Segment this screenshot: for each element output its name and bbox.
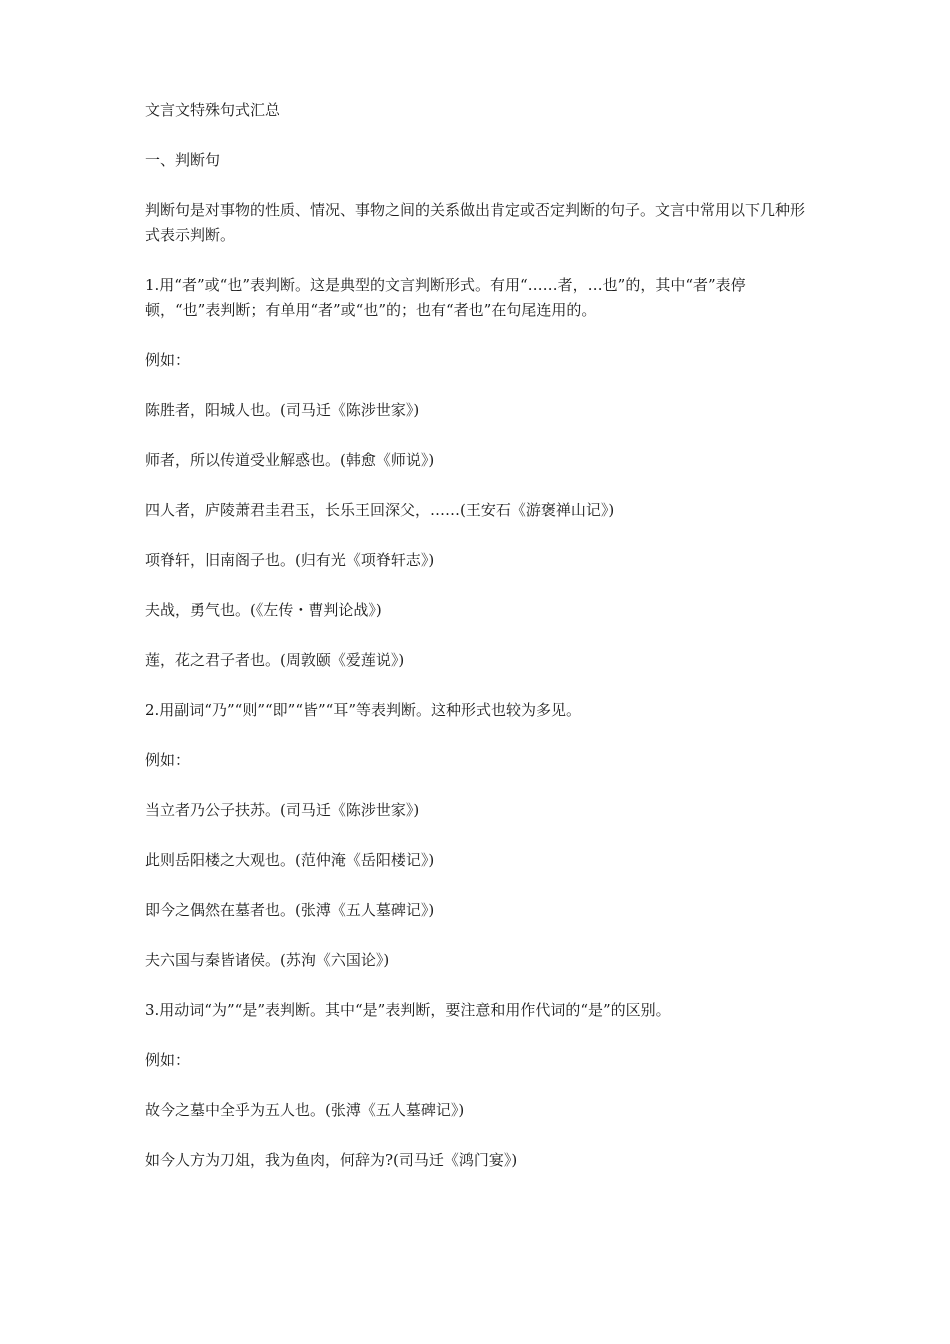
example-sentence: 项脊轩，旧南阁子也。(归有光《项脊轩志》): [145, 551, 435, 569]
example-sentence: 当立者乃公子扶苏。(司马迁《陈涉世家》): [145, 801, 420, 819]
document-title: 文言文特殊句式汇总: [145, 101, 281, 119]
point-1-paragraph: 1.用“者”或“也”表判断。这是典型的文言判断形式。有用“……者，…也”的，其中“者”表停顿，“也”表判断；有单用“者”或“也”的；也有“者也”在句尾连用的。: [145, 276, 746, 319]
point-3-paragraph: 3.用动词“为”“是”表判断。其中“是”表判断，要注意和用作代词的“是”的区别。: [145, 1001, 671, 1019]
example-sentence: 莲，花之君子者也。(周敦颐《爱莲说》): [145, 651, 405, 669]
example-sentence: 故今之墓中全乎为五人也。(张溥《五人墓碑记》): [145, 1101, 465, 1119]
example-sentence: 师者，所以传道受业解惑也。(韩愈《师说》): [145, 451, 435, 469]
intro-paragraph: 判断句是对事物的性质、情况、事物之间的关系做出肯定或否定判断的句子。文言中常用以下几种形式表示判断。: [145, 201, 806, 244]
example-label: 例如：: [145, 351, 191, 369]
example-sentence: 如今人方为刀俎，我为鱼肉，何辞为?(司马迁《鸿门宴》): [145, 1151, 518, 1169]
point-2-paragraph: 2.用副词“乃”“则”“即”“皆”“耳”等表判断。这种形式也较为多见。: [145, 701, 581, 719]
section-heading: 一、判断句: [145, 151, 221, 169]
example-sentence: 四人者，庐陵萧君圭君玉，长乐王回深父，……(王安石《游褒禅山记》): [145, 501, 615, 519]
example-label: 例如：: [145, 1051, 191, 1069]
example-sentence: 此则岳阳楼之大观也。(范仲淹《岳阳楼记》): [145, 851, 435, 869]
document-body: [145, 98, 813, 1198]
example-sentence: 夫六国与秦皆诸侯。(苏洵《六国论》): [145, 951, 390, 969]
example-label: 例如：: [145, 751, 191, 769]
example-sentence: 陈胜者，阳城人也。(司马迁《陈涉世家》): [145, 401, 420, 419]
example-sentence: 即今之偶然在墓者也。(张溥《五人墓碑记》): [145, 901, 435, 919]
example-sentence: 夫战，勇气也。(《左传・曹判论战》): [145, 601, 382, 619]
